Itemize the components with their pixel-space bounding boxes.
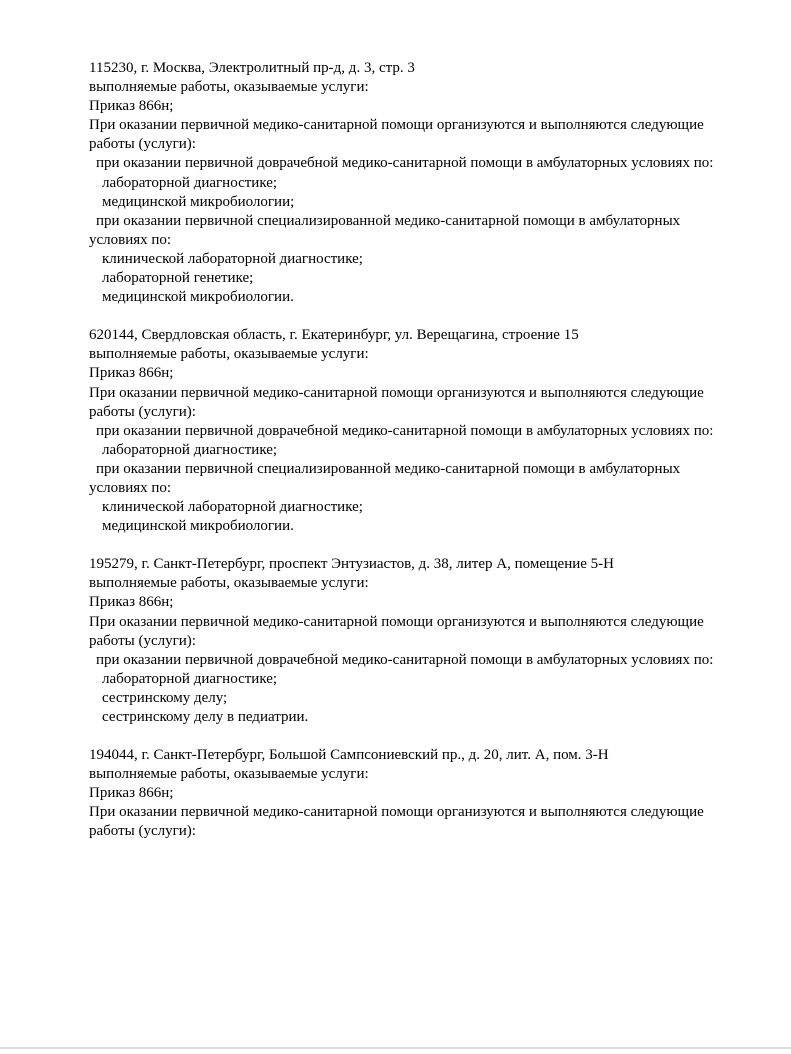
service-item-line: медицинской микробиологии;: [102, 193, 295, 210]
service-item-line: медицинской микробиологии.: [102, 518, 294, 535]
category-line: при оказании первичной доврачебной медико-санитарной помощи в амбулаторных условиях по:: [96, 651, 714, 668]
paragraph-line: При оказании первичной медико-санитарной помощи организуются и выполняются следующие работы (услуги):: [89, 804, 704, 840]
address-block: [89, 746, 741, 841]
category-line: при оказании первичной специализированной медико-санитарной помощи в амбулаторных условиях по:: [89, 460, 681, 496]
service-item-line: клинической лабораторной диагностике;: [102, 250, 363, 267]
paragraph-line: При оказании первичной медико-санитарной помощи организуются и выполняются следующие работы (услуги):: [89, 117, 704, 153]
service-item-line: лабораторной диагностике;: [102, 670, 278, 687]
address-block: [89, 59, 741, 307]
paragraph-line: При оказании первичной медико-санитарной помощи организуются и выполняются следующие работы (услуги):: [89, 384, 704, 420]
address-line: 195279, г. Санкт-Петербург, проспект Энтузиастов, д. 38, литер А, помещение 5-Н: [89, 556, 614, 573]
license-document-text: [89, 59, 741, 861]
category-line: при оказании первичной специализированной медико-санитарной помощи в амбулаторных условиях по:: [89, 212, 681, 248]
service-item-line: лабораторной генетике;: [102, 270, 254, 287]
paragraph-line: Приказ 866н;: [89, 785, 174, 802]
paragraph-line: выполняемые работы, оказываемые услуги:: [89, 575, 369, 592]
paragraph-line: выполняемые работы, оказываемые услуги:: [89, 79, 369, 96]
paragraph-line: Приказ 866н;: [89, 365, 174, 382]
paragraph-line: При оказании первичной медико-санитарной помощи организуются и выполняются следующие работы (услуги):: [89, 613, 704, 649]
service-item-line: медицинской микробиологии.: [102, 289, 294, 306]
address-line: 115230, г. Москва, Электролитный пр-д, д. 3, стр. 3: [89, 60, 415, 76]
address-block: [89, 555, 741, 727]
address-block: [89, 326, 741, 536]
address-line: 620144, Свердловская область, г. Екатеринбург, ул. Верещагина, строение 15: [89, 327, 579, 344]
service-item-line: лабораторной диагностике;: [102, 441, 278, 458]
service-item-line: сестринскому делу;: [102, 689, 228, 706]
paragraph-line: Приказ 866н;: [89, 594, 174, 611]
footer-divider: [0, 1047, 791, 1049]
category-line: при оказании первичной доврачебной медико-санитарной помощи в амбулаторных условиях по:: [96, 155, 714, 172]
service-item-line: лабораторной диагностике;: [102, 174, 278, 191]
paragraph-line: выполняемые работы, оказываемые услуги:: [89, 346, 369, 363]
address-line: 194044, г. Санкт-Петербург, Большой Сампсониевский пр., д. 20, лит. А, пом. 3-Н: [89, 747, 609, 764]
service-item-line: сестринскому делу в педиатрии.: [102, 709, 309, 725]
service-item-line: клинической лабораторной диагностике;: [102, 499, 363, 516]
category-line: при оказании первичной доврачебной медико-санитарной помощи в амбулаторных условиях по:: [96, 422, 714, 439]
paragraph-line: выполняемые работы, оказываемые услуги:: [89, 766, 369, 783]
paragraph-line: Приказ 866н;: [89, 98, 174, 115]
